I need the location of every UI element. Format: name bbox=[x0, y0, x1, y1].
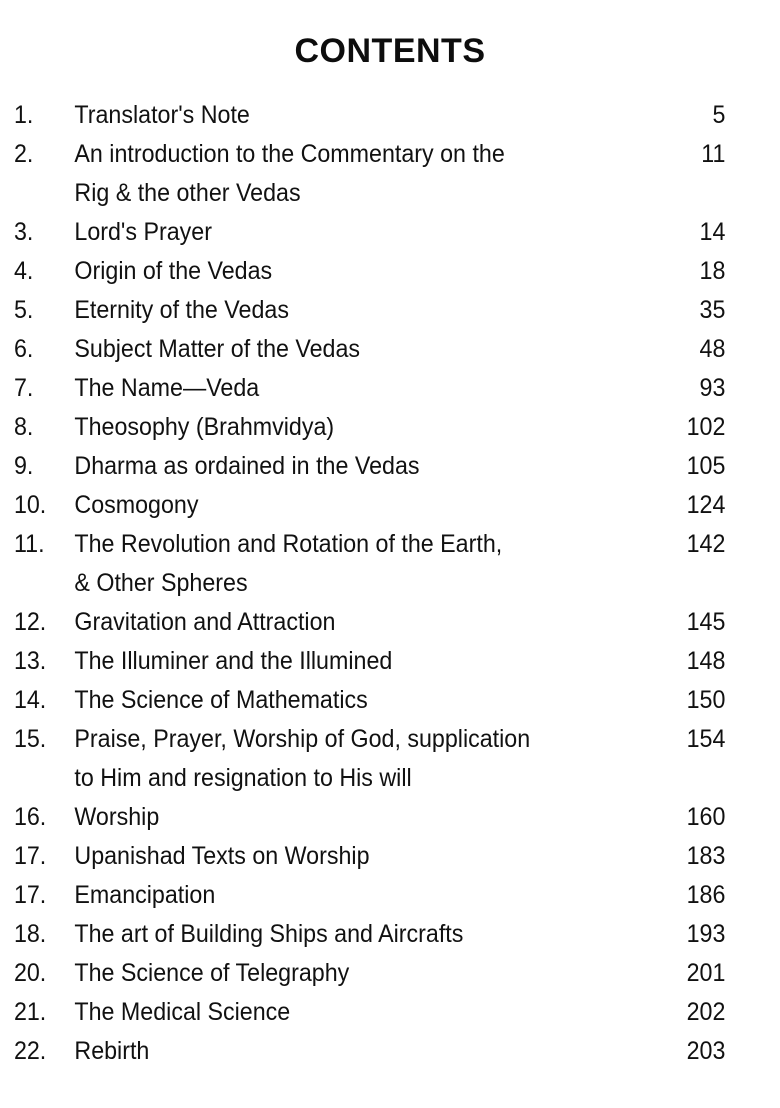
page-title: CONTENTS bbox=[294, 32, 486, 70]
entry-title: Upanishad Texts on Worship bbox=[74, 842, 370, 870]
entry-title: The Illuminer and the Illumined bbox=[74, 647, 393, 675]
toc-entry bbox=[0, 252, 725, 291]
entry-title: The Medical Science bbox=[74, 998, 291, 1026]
toc-entry bbox=[0, 798, 725, 837]
toc-entry bbox=[0, 291, 725, 330]
entry-number: 17. bbox=[13, 842, 47, 870]
entry-number: 1. bbox=[13, 101, 34, 129]
entry-title: Praise, Prayer, Worship of God, supplication bbox=[74, 725, 531, 753]
entry-page-number: 201 bbox=[686, 959, 726, 987]
entry-title: Origin of the Vedas bbox=[74, 257, 273, 285]
toc-entry bbox=[0, 369, 725, 408]
entry-page-number: 105 bbox=[686, 452, 726, 480]
entry-title: Cosmogony bbox=[74, 491, 199, 519]
entry-title: & Other Spheres bbox=[74, 569, 248, 597]
toc-entry bbox=[0, 876, 725, 915]
toc-entry bbox=[0, 330, 725, 369]
toc-entry bbox=[0, 993, 725, 1032]
entry-page-number: 93 bbox=[699, 374, 726, 402]
entry-page-number: 35 bbox=[699, 296, 726, 324]
entry-page-number: 186 bbox=[686, 881, 726, 909]
entry-title: Gravitation and Attraction bbox=[74, 608, 336, 636]
entry-title: Rig & the other Vedas bbox=[74, 179, 301, 207]
toc-entry bbox=[0, 720, 725, 759]
toc-entry bbox=[0, 1032, 725, 1071]
toc-entry-continuation bbox=[0, 759, 725, 798]
toc-entry bbox=[0, 525, 725, 564]
entry-number: 12. bbox=[13, 608, 47, 636]
entry-number: 13. bbox=[13, 647, 47, 675]
entry-number: 9. bbox=[13, 452, 34, 480]
toc-entry bbox=[0, 915, 725, 954]
entry-title: Eternity of the Vedas bbox=[74, 296, 289, 324]
toc-entry bbox=[0, 681, 725, 720]
entry-number: 15. bbox=[13, 725, 47, 753]
entry-title: to Him and resignation to His will bbox=[74, 764, 412, 792]
entry-page-number: 145 bbox=[686, 608, 726, 636]
entry-title: Subject Matter of the Vedas bbox=[74, 335, 361, 363]
entry-title: Dharma as ordained in the Vedas bbox=[74, 452, 420, 480]
entry-title: The Science of Telegraphy bbox=[74, 959, 350, 987]
toc-entry bbox=[0, 486, 725, 525]
entry-number: 22. bbox=[13, 1037, 47, 1065]
entry-number: 20. bbox=[13, 959, 47, 987]
entry-title: Translator's Note bbox=[74, 101, 250, 129]
entry-title: The Name—Veda bbox=[74, 374, 260, 402]
toc-entry bbox=[0, 954, 725, 993]
toc-entry bbox=[0, 135, 725, 174]
entry-number: 14. bbox=[13, 686, 47, 714]
toc-entry bbox=[0, 837, 725, 876]
entry-title: Theosophy (Brahmvidya) bbox=[74, 413, 335, 441]
toc-entry bbox=[0, 642, 725, 681]
entry-page-number: 148 bbox=[686, 647, 726, 675]
entry-number: 5. bbox=[13, 296, 34, 324]
entry-page-number: 48 bbox=[699, 335, 726, 363]
entry-title: An introduction to the Commentary on the bbox=[74, 140, 505, 168]
entry-number: 18. bbox=[13, 920, 47, 948]
entry-number: 16. bbox=[13, 803, 47, 831]
entry-number: 6. bbox=[13, 335, 34, 363]
entry-number: 4. bbox=[13, 257, 34, 285]
toc-entry-continuation bbox=[0, 564, 725, 603]
entry-page-number: 160 bbox=[686, 803, 726, 831]
entry-page-number: 14 bbox=[699, 218, 726, 246]
entry-page-number: 183 bbox=[686, 842, 726, 870]
entry-page-number: 102 bbox=[686, 413, 726, 441]
entry-page-number: 150 bbox=[686, 686, 726, 714]
entry-number: 11. bbox=[13, 530, 45, 558]
entry-title: Worship bbox=[74, 803, 160, 831]
entry-number: 21. bbox=[13, 998, 47, 1026]
entry-number: 10. bbox=[13, 491, 47, 519]
entry-title: The Revolution and Rotation of the Earth, bbox=[74, 530, 503, 558]
toc-entry bbox=[0, 96, 725, 135]
entry-page-number: 202 bbox=[686, 998, 726, 1026]
entry-title: The Science of Mathematics bbox=[74, 686, 368, 714]
entry-number: 2. bbox=[13, 140, 34, 168]
entry-page-number: 5 bbox=[712, 101, 726, 129]
entry-title: Lord's Prayer bbox=[74, 218, 212, 246]
entry-number: 7. bbox=[13, 374, 34, 402]
entry-page-number: 154 bbox=[686, 725, 726, 753]
toc-entry-continuation bbox=[0, 174, 725, 213]
toc-entry bbox=[0, 408, 725, 447]
entry-page-number: 18 bbox=[699, 257, 726, 285]
entry-number: 8. bbox=[13, 413, 34, 441]
entry-title: Rebirth bbox=[74, 1037, 150, 1065]
entry-page-number: 142 bbox=[686, 530, 726, 558]
entry-page-number: 11 bbox=[701, 140, 726, 168]
toc-entry bbox=[0, 447, 725, 486]
entry-number: 3. bbox=[13, 218, 34, 246]
entry-page-number: 193 bbox=[686, 920, 726, 948]
entry-title: Emancipation bbox=[74, 881, 216, 909]
table-of-contents bbox=[0, 96, 780, 1071]
entry-title: The art of Building Ships and Aircrafts bbox=[74, 920, 464, 948]
toc-entry bbox=[0, 213, 725, 252]
entry-number: 17. bbox=[13, 881, 47, 909]
entry-page-number: 203 bbox=[686, 1037, 726, 1065]
entry-page-number: 124 bbox=[686, 491, 726, 519]
toc-entry bbox=[0, 603, 725, 642]
